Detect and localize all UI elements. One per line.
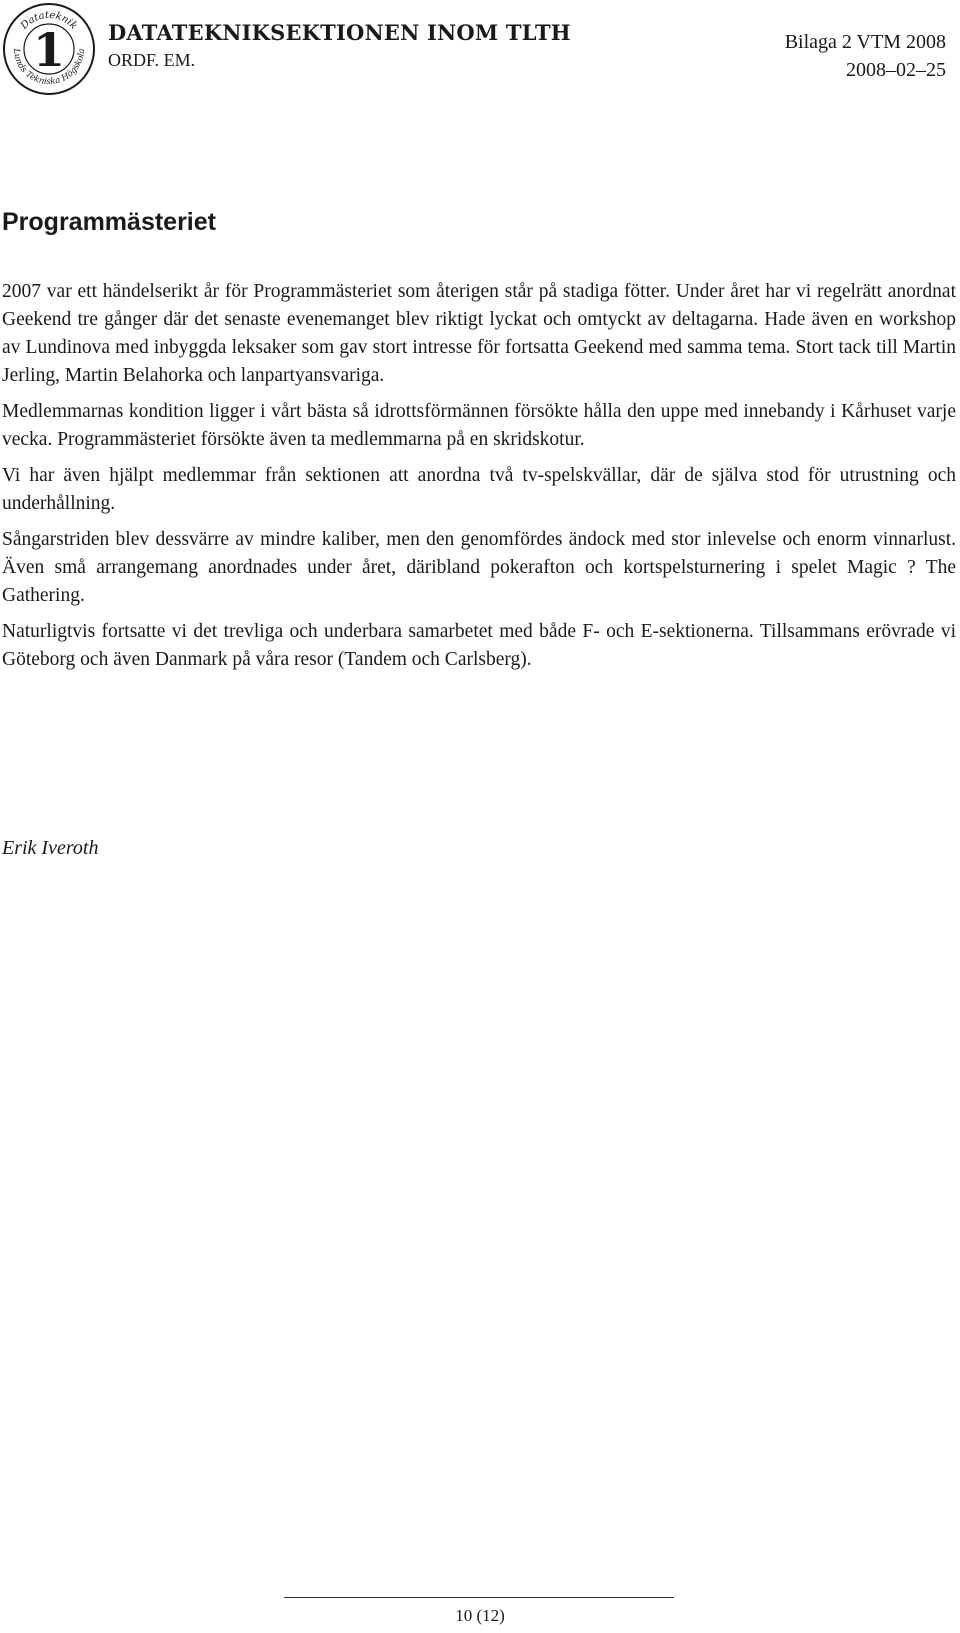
document-type: ORDF. EM. bbox=[108, 50, 196, 70]
section-heading: Programmästeriet bbox=[2, 208, 216, 236]
section-body bbox=[2, 278, 956, 682]
organization-name: DATATEKNIKSEKTIONEN INOM TLTH bbox=[108, 20, 571, 45]
datateknik-seal-icon bbox=[2, 2, 96, 96]
paragraph: Medlemmarnas kondition ligger i vårt bästa så idrottsförmännen försökte hålla den uppe med innebandy i Kårhuset varje vecka. Programmästeriet försökte även ta medlemmarna på en skridskotur. bbox=[2, 401, 956, 450]
seal-bottom-text: Lunds Tekniska Högskola bbox=[10, 48, 88, 88]
paragraph: Vi har även hjälpt medlemmar från sektionen att anordna två tv-spelskvällar, där de själva stod för utrustning och underhållning. bbox=[2, 465, 956, 514]
attachment-label: Bilaga 2 VTM 2008 bbox=[784, 31, 946, 53]
paragraph: 2007 var ett händelserikt år för Programmästeriet som återigen står på stadiga fötter. Under året har vi regelrätt anordnat Geekend tre gånger där det senaste evenemanget blev riktigt lyckat och omtyckt av deltagarna. Hade även en workshop av Lundinova med inbyggda leksaker som gav stort intresse för fortsatta Geekend med samma tema. Stort tack till Martin Jerling, Martin Belahorka och lanpartyansvariga. bbox=[2, 281, 956, 386]
paragraph: Naturligtvis fortsatte vi det trevliga och underbara samarbetet med både F- och E-sektionerna. Tillsammans erövrade vi Göteborg och även Danmark på våra resor (Tandem och Carlsberg). bbox=[2, 621, 956, 670]
header-right bbox=[785, 28, 946, 84]
signature: Erik Iveroth bbox=[2, 837, 99, 859]
page-number: 10 (12) bbox=[455, 1606, 505, 1625]
paragraph: Sångarstriden blev dessvärre av mindre kaliber, men den genomfördes ändock med stor inlevelse och enorm vinnarlust. Även små arrangemang anordnades under året, däribland pokerafton och kortspelsturnering i spelet Magic ? The Gathering. bbox=[2, 529, 956, 606]
seal-top-text: Datateknik bbox=[18, 9, 80, 32]
seal-numeral: 1 bbox=[32, 23, 66, 77]
document-date: 2008–02–25 bbox=[846, 59, 946, 81]
footer-divider bbox=[284, 1597, 674, 1598]
header-left bbox=[108, 20, 571, 72]
